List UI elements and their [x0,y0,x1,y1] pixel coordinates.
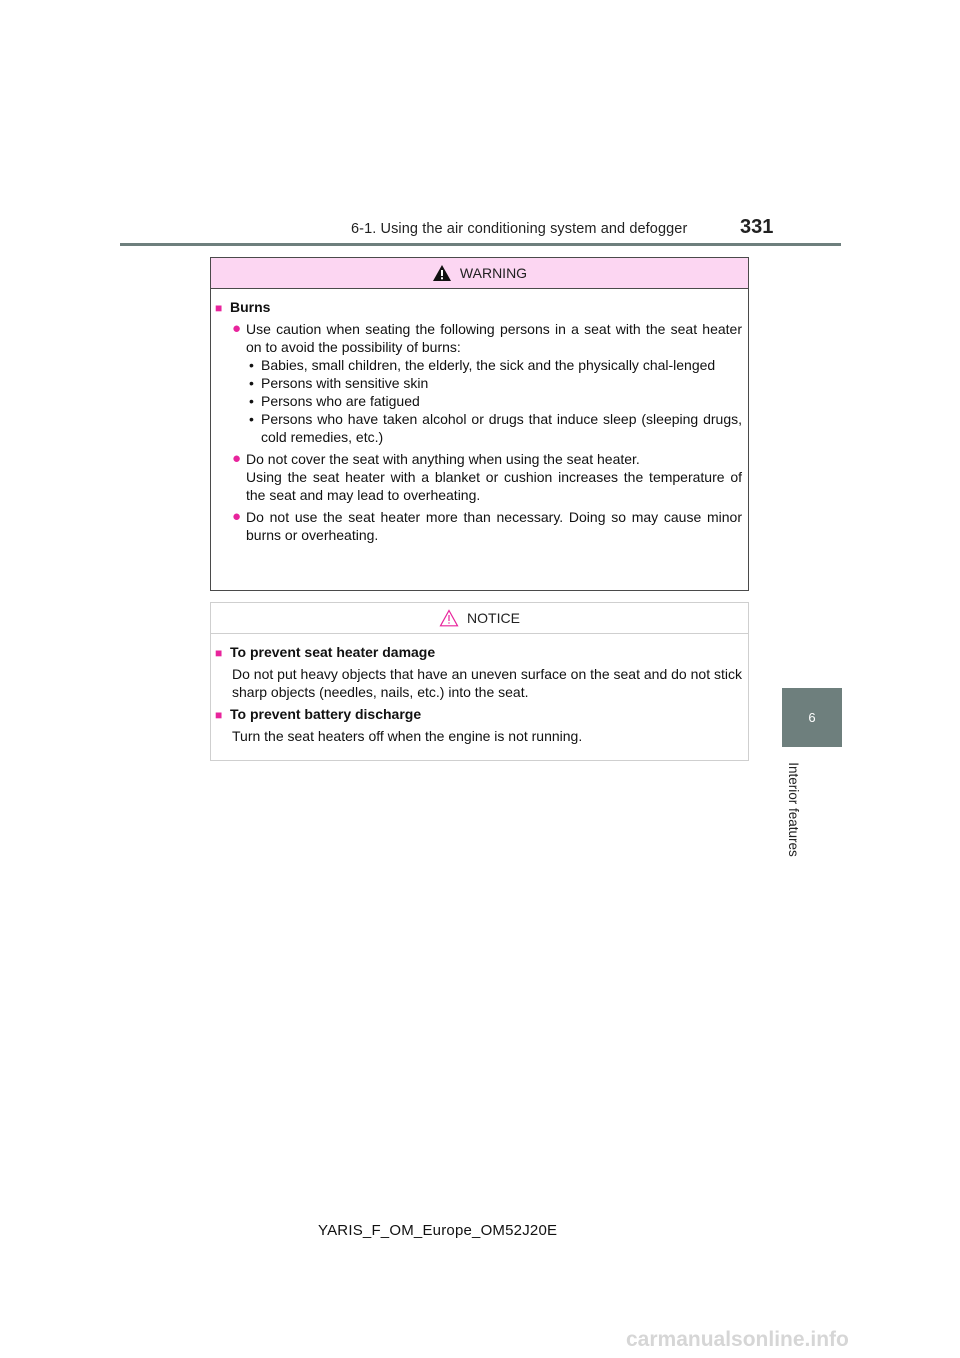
warning-item [232,450,742,504]
notice-section-text: Do not put heavy objects that have an uneven surface on the seat and do not stick sharp objects (needles, nails, etc.) into the seat. [232,666,742,700]
warning-section-title: Burns [230,299,271,315]
warning-triangle-icon [432,264,452,282]
notice-section-title: To prevent seat heater damage [230,644,436,660]
warning-section-heading [215,298,742,317]
warning-item-text: Do not cover the seat with anything when using the seat heater. [246,451,640,467]
chapter-number: 6 [808,710,816,725]
section-title: 6-1. Using the air conditioning system and defogger [351,221,688,237]
header-divider [120,243,841,246]
dot-bullet-icon: • [249,357,254,373]
notice-title: NOTICE [467,610,520,626]
warning-subitem [249,392,742,410]
warning-subitem-text: Persons who are fatigued [261,393,420,409]
warning-subitem-text: Persons with sensitive skin [261,375,429,391]
warning-subitem-text: Persons who have taken alcohol or drugs that induce sleep (sleeping drugs, cold remedies, etc.) [261,411,742,445]
notice-section-text: Turn the seat heaters off when the engine is not running. [232,728,583,744]
notice-header [211,603,748,634]
notice-section-heading [215,643,742,662]
square-bullet-icon: ■ [215,301,223,315]
notice-section-heading [215,705,742,724]
warning-title: WARNING [459,265,528,281]
warning-subitem [249,374,742,392]
chapter-side-title [773,757,813,862]
watermark: carmanualsonline.info [626,1328,849,1351]
chapter-tab [782,688,842,747]
warning-item-text: Using the seat heater with a blanket or cushion increases the temperature of the seat and may lead to overheating. [246,469,742,503]
round-bullet-icon: ● [232,320,242,337]
square-bullet-icon: ■ [215,646,223,660]
warning-item [232,320,742,446]
notice-body [211,634,748,745]
page-number: 331 [740,216,774,238]
caution-triangle-icon [439,609,459,627]
warning-box [210,257,749,591]
notice-section-title: To prevent battery discharge [230,706,422,722]
warning-subitem-text: Babies, small children, the elderly, the sick and the physically chal-lenged [261,357,716,373]
square-bullet-icon: ■ [215,708,223,722]
warning-body [211,289,748,544]
warning-item-text: Use caution when seating the following persons in a seat with the seat heater on to avoid the possibility of burns: [246,321,742,355]
chapter-title-label: Interior features [785,762,801,857]
dot-bullet-icon: • [249,375,254,391]
dot-bullet-icon: • [249,411,254,427]
warning-header [211,258,748,289]
warning-subitem [249,356,742,374]
warning-subitem [249,410,742,446]
round-bullet-icon: ● [232,508,242,525]
notice-box [210,602,749,761]
round-bullet-icon: ● [232,450,242,467]
dot-bullet-icon: • [249,393,254,409]
document-code: YARIS_F_OM_Europe_OM52J20E [318,1222,558,1239]
warning-item-text: Do not use the seat heater more than necessary. Doing so may cause minor burns or overheating. [246,509,742,543]
warning-item [232,508,742,544]
